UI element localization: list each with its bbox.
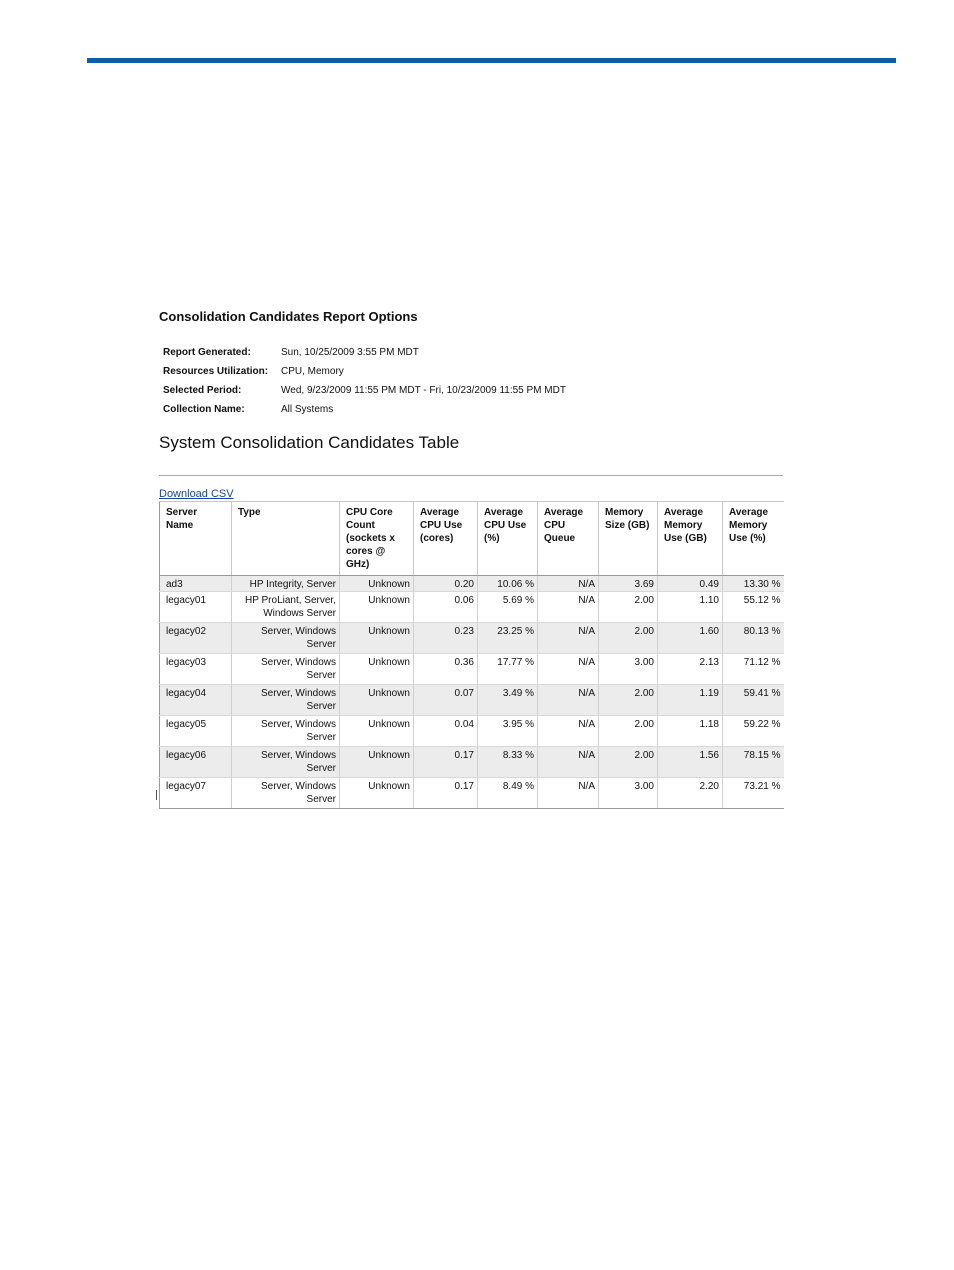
column-header-type[interactable]: Type [232,502,340,576]
cell-memory-size: 3.00 [599,654,658,685]
text-cursor-mark [156,790,157,800]
cell-type: Server, Windows Server [232,685,340,716]
cell-avg-memory-gb: 1.10 [658,592,723,623]
option-row-collection-name [163,400,566,419]
cell-avg-cpu-cores: 0.20 [414,576,478,592]
cell-avg-cpu-queue: N/A [538,654,599,685]
column-header-memory-size[interactable]: Memory Size (GB) [599,502,658,576]
cell-avg-cpu-percent: 3.49 % [478,685,538,716]
cell-type: Server, Windows Server [232,654,340,685]
cell-avg-cpu-cores: 0.17 [414,747,478,778]
option-value: Sun, 10/25/2009 3:55 PM MDT [281,347,419,358]
cell-type: Server, Windows Server [232,778,340,809]
column-header-cpu-core-count[interactable]: CPU Core Count (sockets x cores @ GHz) [340,502,414,576]
cell-memory-size: 2.00 [599,716,658,747]
table-row [160,623,784,654]
table-row [160,716,784,747]
cell-server-name: legacy06 [160,747,232,778]
cell-server-name: legacy02 [160,623,232,654]
cell-avg-cpu-queue: N/A [538,576,599,592]
cell-server-name: legacy05 [160,716,232,747]
cell-avg-cpu-percent: 8.33 % [478,747,538,778]
option-value: Wed, 9/23/2009 11:55 PM MDT - Fri, 10/23/2009 11:55 PM MDT [281,385,566,396]
option-label: Report Generated: [163,347,251,358]
table-row [160,747,784,778]
cell-server-name: ad3 [160,576,232,592]
cell-type: HP ProLiant, Server, Windows Server [232,592,340,623]
cell-type: Server, Windows Server [232,623,340,654]
cell-avg-cpu-cores: 0.23 [414,623,478,654]
option-row-selected-period [163,381,566,400]
table-row [160,654,784,685]
cell-cpu-core-count: Unknown [340,778,414,809]
cell-server-name: legacy01 [160,592,232,623]
cell-avg-memory-gb: 1.56 [658,747,723,778]
option-label: Resources Utilization: [163,366,269,377]
column-header-avg-cpu-percent[interactable]: Average CPU Use (%) [478,502,538,576]
cell-cpu-core-count: Unknown [340,685,414,716]
cell-avg-cpu-queue: N/A [538,685,599,716]
table-header-row [160,502,784,576]
cell-avg-cpu-percent: 5.69 % [478,592,538,623]
cell-avg-cpu-queue: N/A [538,592,599,623]
cell-avg-memory-percent: 55.12 % [723,592,784,623]
header-rule [87,58,896,63]
column-header-avg-cpu-queue[interactable]: Average CPU Queue [538,502,599,576]
cell-avg-cpu-queue: N/A [538,623,599,654]
cell-type: HP Integrity, Server [232,576,340,592]
column-header-avg-memory-percent[interactable]: Average Memory Use (%) [723,502,784,576]
cell-avg-memory-gb: 0.49 [658,576,723,592]
cell-avg-cpu-cores: 0.06 [414,592,478,623]
cell-avg-cpu-percent: 8.49 % [478,778,538,809]
cell-avg-memory-gb: 1.60 [658,623,723,654]
cell-avg-cpu-cores: 0.04 [414,716,478,747]
cell-server-name: legacy04 [160,685,232,716]
cell-avg-memory-percent: 13.30 % [723,576,784,592]
cell-cpu-core-count: Unknown [340,592,414,623]
cell-cpu-core-count: Unknown [340,716,414,747]
option-row-report-generated [163,343,566,362]
cell-cpu-core-count: Unknown [340,623,414,654]
cell-avg-memory-gb: 2.20 [658,778,723,809]
option-row-resources-utilization [163,362,566,381]
cell-avg-cpu-queue: N/A [538,716,599,747]
cell-memory-size: 2.00 [599,747,658,778]
cell-cpu-core-count: Unknown [340,654,414,685]
column-header-avg-cpu-cores[interactable]: Average CPU Use (cores) [414,502,478,576]
cell-cpu-core-count: Unknown [340,576,414,592]
cell-avg-memory-percent: 59.22 % [723,716,784,747]
column-header-server-name[interactable]: Server Name [160,502,232,576]
cell-avg-memory-percent: 59.41 % [723,685,784,716]
cell-avg-memory-gb: 2.13 [658,654,723,685]
cell-memory-size: 3.00 [599,778,658,809]
cell-server-name: legacy07 [160,778,232,809]
cell-type: Server, Windows Server [232,747,340,778]
table-row [160,685,784,716]
report-options-title: Consolidation Candidates Report Options [159,309,418,324]
cell-avg-cpu-percent: 3.95 % [478,716,538,747]
option-label: Selected Period: [163,385,242,396]
cell-avg-cpu-cores: 0.17 [414,778,478,809]
cell-avg-memory-percent: 71.12 % [723,654,784,685]
cell-memory-size: 3.69 [599,576,658,592]
title-divider [159,475,783,476]
table-row [160,592,784,623]
cell-avg-memory-gb: 1.19 [658,685,723,716]
cell-avg-cpu-percent: 17.77 % [478,654,538,685]
cell-avg-memory-percent: 73.21 % [723,778,784,809]
report-options [163,343,566,419]
cell-avg-cpu-cores: 0.36 [414,654,478,685]
consolidation-candidates-table [159,501,784,809]
column-header-avg-memory-gb[interactable]: Average Memory Use (GB) [658,502,723,576]
cell-avg-cpu-queue: N/A [538,747,599,778]
cell-avg-cpu-percent: 23.25 % [478,623,538,654]
table-row [160,778,784,809]
cell-avg-cpu-queue: N/A [538,778,599,809]
cell-server-name: legacy03 [160,654,232,685]
cell-avg-memory-percent: 78.15 % [723,747,784,778]
cell-cpu-core-count: Unknown [340,747,414,778]
cell-avg-memory-percent: 80.13 % [723,623,784,654]
option-value: All Systems [281,404,334,415]
cell-type: Server, Windows Server [232,716,340,747]
cell-memory-size: 2.00 [599,685,658,716]
table-title: System Consolidation Candidates Table [159,433,460,452]
option-label: Collection Name: [163,404,245,415]
cell-avg-memory-gb: 1.18 [658,716,723,747]
cell-avg-cpu-cores: 0.07 [414,685,478,716]
cell-avg-cpu-percent: 10.06 % [478,576,538,592]
option-value: CPU, Memory [281,366,344,377]
cell-memory-size: 2.00 [599,623,658,654]
table-row [160,576,784,592]
cell-memory-size: 2.00 [599,592,658,623]
download-csv-link[interactable]: Download CSV [159,488,234,500]
